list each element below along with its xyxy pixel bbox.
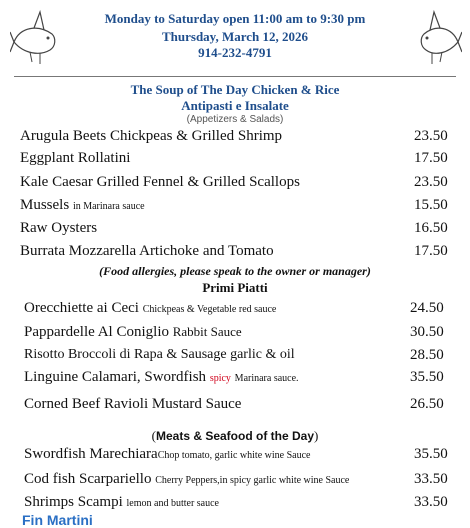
item-note: lemon and butter sauce [126, 498, 219, 509]
item-price: 17.50 [414, 150, 448, 166]
item-name: Shrimps Scampi [24, 494, 123, 510]
menu-item [24, 324, 242, 341]
item-note: Marinara sauce. [234, 373, 299, 384]
menu-item [20, 197, 145, 214]
allergy-note: (Food allergies, please speak to the owner or manager) [99, 264, 371, 278]
item-name: Eggplant Rollatini [20, 150, 131, 166]
meats-title [0, 428, 470, 444]
item-name: Pappardelle Al Coniglio [24, 324, 169, 340]
item-price: 28.50 [410, 347, 444, 363]
meats-title-open: ( [151, 428, 156, 443]
item-price: 15.50 [414, 197, 448, 213]
cutoff-item-name: Fin Martini [22, 512, 93, 528]
soup-of-the-day: The Soup of The Day Chicken & Rice [130, 82, 340, 97]
item-price: 35.50 [414, 446, 448, 462]
item-note: in Marinara sauce [72, 201, 145, 212]
item-name: Cod fish Scarpariello [24, 471, 152, 487]
item-note: Rabbit Sauce [172, 324, 242, 339]
item-price: 33.50 [414, 471, 448, 487]
item-name: Linguine Calamari, Swordfish [24, 369, 207, 385]
item-name: Arugula Beets Chickpeas & Grilled Shrimp [20, 128, 283, 144]
item-name: Burrata Mozzarella Artichoke and Tomato [20, 243, 274, 259]
menu-item [24, 300, 276, 317]
phone-number: 914-232-4791 [198, 45, 272, 60]
menu-item [20, 128, 282, 145]
opening-hours: Monday to Saturday open 11:00 am to 9:30 pm [104, 11, 366, 26]
menu-item [24, 396, 241, 413]
item-name: Raw Oysters [20, 220, 98, 236]
antipasti-title: Antipasti e Insalate [181, 98, 289, 113]
item-price: 30.50 [410, 324, 444, 340]
menu-item [20, 243, 274, 260]
item-note: Chop tomato, garlic white wine Sauce [157, 450, 311, 461]
menu-item [24, 446, 310, 463]
item-price: 26.50 [410, 396, 444, 412]
item-name: Orecchiette ai Ceci [24, 300, 139, 316]
header-divider [14, 76, 456, 77]
item-note: Cherry Peppers,in spicy garlic white wine Sauce [155, 475, 350, 486]
menu-item [20, 220, 97, 237]
item-price: 35.50 [410, 369, 444, 385]
menu-item [20, 150, 130, 167]
menu-date: Thursday, March 12, 2026 [161, 29, 309, 44]
menu-item [20, 174, 300, 191]
antipasti-subtitle: (Appetizers & Salads) [186, 114, 284, 125]
item-price: 23.50 [414, 174, 448, 190]
item-price: 16.50 [414, 220, 448, 236]
menu-item [24, 369, 299, 386]
item-name: Swordfish Marechiara [24, 446, 158, 462]
item-price: 24.50 [410, 300, 444, 316]
menu-item [24, 471, 349, 488]
item-name: Mussels [20, 197, 70, 213]
meats-title-text: Meats & Seafood of the Day [155, 429, 315, 443]
menu-item [24, 494, 219, 511]
item-price: 33.50 [414, 494, 448, 510]
item-name: Corned Beef Ravioli Mustard Sauce [24, 396, 242, 412]
spicy-label: spicy [209, 373, 231, 384]
item-price: 17.50 [414, 243, 448, 259]
menu-item [24, 347, 295, 363]
meats-title-close: ) [314, 428, 319, 443]
item-name: Kale Caesar Grilled Fennel & Grilled Scallops [20, 174, 300, 190]
item-price: 23.50 [414, 128, 448, 144]
primi-title: Primi Piatti [202, 280, 268, 295]
item-name: Risotto Broccoli di Rapa & Sausage garlic & oil [24, 347, 295, 362]
item-note: Chickpeas & Vegetable red sauce [142, 304, 277, 315]
